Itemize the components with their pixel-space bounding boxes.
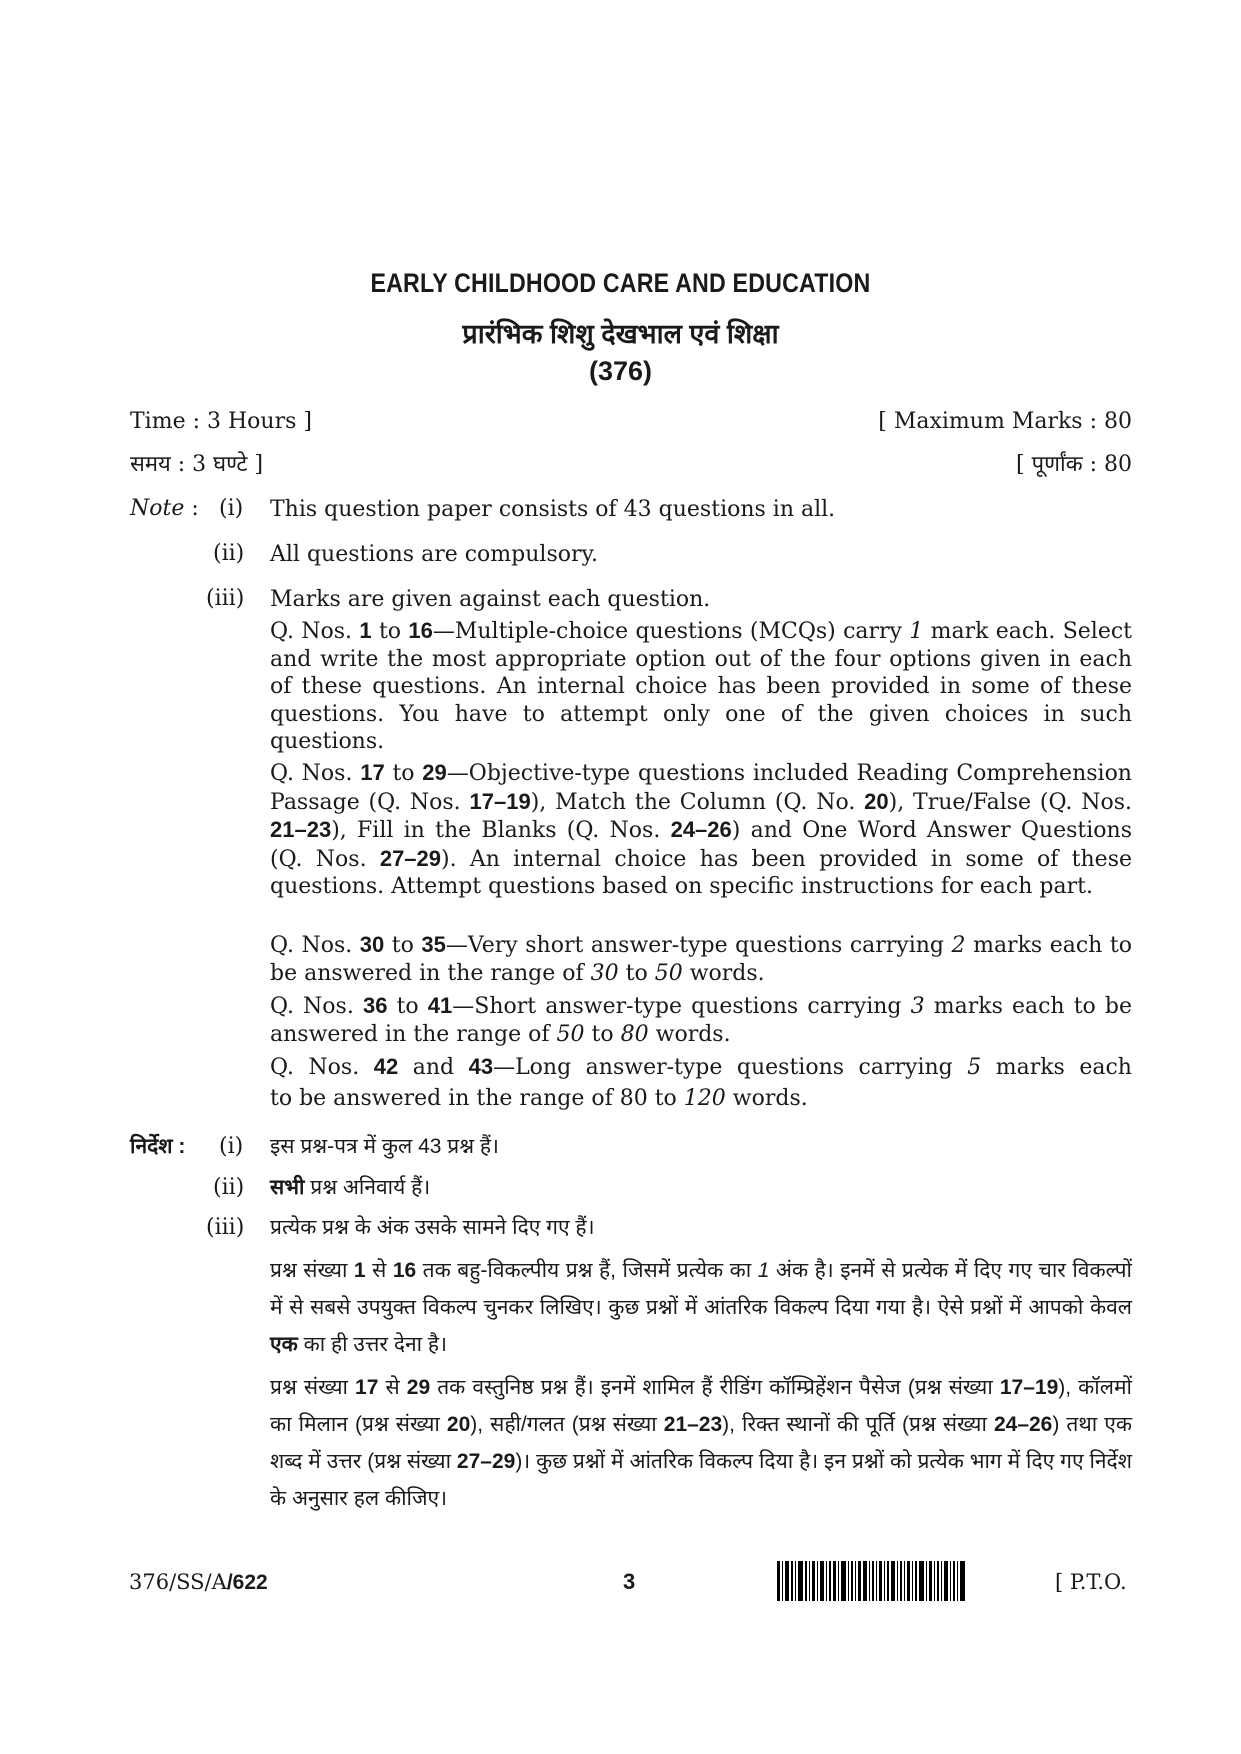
max-marks-english: [ Maximum Marks : 80: [878, 409, 1132, 434]
paper-code: 376/SS/A/622: [129, 1570, 268, 1594]
note-item-number: (ii): [213, 541, 245, 566]
instruction-long-line2: to be answered in the range of 80 to 120 words.: [270, 1086, 808, 1111]
hindi-instruction-objective: प्रश्न संख्या 17 से 29 तक वस्तुनिष्ठ प्रश्न हैं। इनमें शामिल हैं रीडिंग कॉम्प्रिहेंशन पैसेज (प्रश्न संख्या 17–19), कॉलमों का मिलान (प्रश्न संख्या 20), सही/गलत (प्रश्न संख्या 21–23), रिक्त स्थानों की पूर्ति (प्रश्न संख्या 24–26) तथा एक शब्द में उत्तर (प्रश्न संख्या 27–29)। कुछ प्रश्नों में आंतरिक विकल्प दिया है। इन प्रश्नों को प्रत्येक भाग में दिए गए निर्देश के अनुसार हल कीजिए।: [270, 1376, 1132, 1510]
paper-title-english: EARLY CHILDHOOD CARE AND EDUCATION: [370, 268, 871, 298]
note-item-text: All questions are compulsory.: [270, 542, 599, 567]
time-hindi: समय : 3 घण्टे ]: [130, 452, 264, 477]
barcode-icon: [777, 1561, 1035, 1601]
time-english: Time : 3 Hours ]: [130, 409, 312, 434]
instruction-mcq: Q. Nos. 1 to 16—Multiple-choice questions (MCQs) carry 1 mark each. Select and write the most appropriate option out of the four options given in each of these questions. An internal choice has been provided in some of these questions. You have to attempt only one of the given choices in such questions.: [270, 618, 1132, 754]
hindi-note-item-text: इस प्रश्न-पत्र में कुल 43 प्रश्न हैं।: [270, 1135, 500, 1158]
paper-title-hindi: प्रारंभिक शिशु देखभाल एवं शिक्षा: [462, 319, 779, 349]
note-label: Note :: [130, 496, 199, 521]
hindi-note-item-text: सभी प्रश्न अनिवार्य हैं।: [270, 1176, 431, 1199]
note-item-number: (i): [219, 496, 244, 521]
max-marks-hindi: [ पूर्णांक : 80: [1016, 452, 1132, 477]
hindi-note-label: निर्देश :: [130, 1135, 186, 1158]
hindi-note-item-number: (ii): [213, 1175, 245, 1200]
hindi-note-item-text: प्रत्येक प्रश्न के अंक उसके सामने दिए गए हैं।: [270, 1216, 595, 1239]
pto-label: [ P.T.O.: [1055, 1570, 1127, 1594]
hindi-note-item-number: (i): [219, 1134, 244, 1159]
instruction-short: Q. Nos. 36 to 41—Short answer-type questions carrying 3 marks each to be answered in the range of 50 to 80 words.: [270, 993, 1133, 1047]
instruction-long: Q. Nos. 42 and 43—Long answer-type questions carrying 5 marks each: [270, 1054, 1132, 1080]
instruction-very-short: Q. Nos. 30 to 35—Very short answer-type questions carrying 2 marks each to be answered in the range of 30 to 50 words.: [270, 932, 1132, 986]
hindi-note-item-number: (iii): [206, 1215, 245, 1240]
note-item-text: Marks are given against each question.: [270, 587, 711, 612]
note-item-number: (iii): [206, 586, 245, 611]
subject-code: (376): [588, 356, 653, 386]
instruction-objective: Q. Nos. 17 to 29—Objective-type questions included Reading Comprehension Passage (Q. Nos. 17–19), Match the Column (Q. No. 20), True/False (Q. Nos. 21–23), Fill in the Blanks (Q. Nos. 24–26) and One Word Answer Questions (Q. Nos. 27–29). An internal choice has been provided in some of these questions. Attempt questions based on specific instructions for each part.: [270, 760, 1132, 899]
page-number: 3: [623, 1569, 636, 1594]
note-item-text: This question paper consists of 43 questions in all.: [270, 497, 836, 522]
hindi-instruction-mcq: प्रश्न संख्या 1 से 16 तक बहु-विकल्पीय प्रश्न हैं, जिसमें प्रत्येक का 1 अंक है। इनमें से प्रत्येक में दिए गए चार विकल्पों में से सबसे उपयुक्त विकल्प चुनकर लिखिए। कुछ प्रश्नों में आंतरिक विकल्प दिया गया है। ऐसे प्रश्नों में आपको केवल एक का ही उत्तर देना है।: [270, 1259, 1132, 1356]
